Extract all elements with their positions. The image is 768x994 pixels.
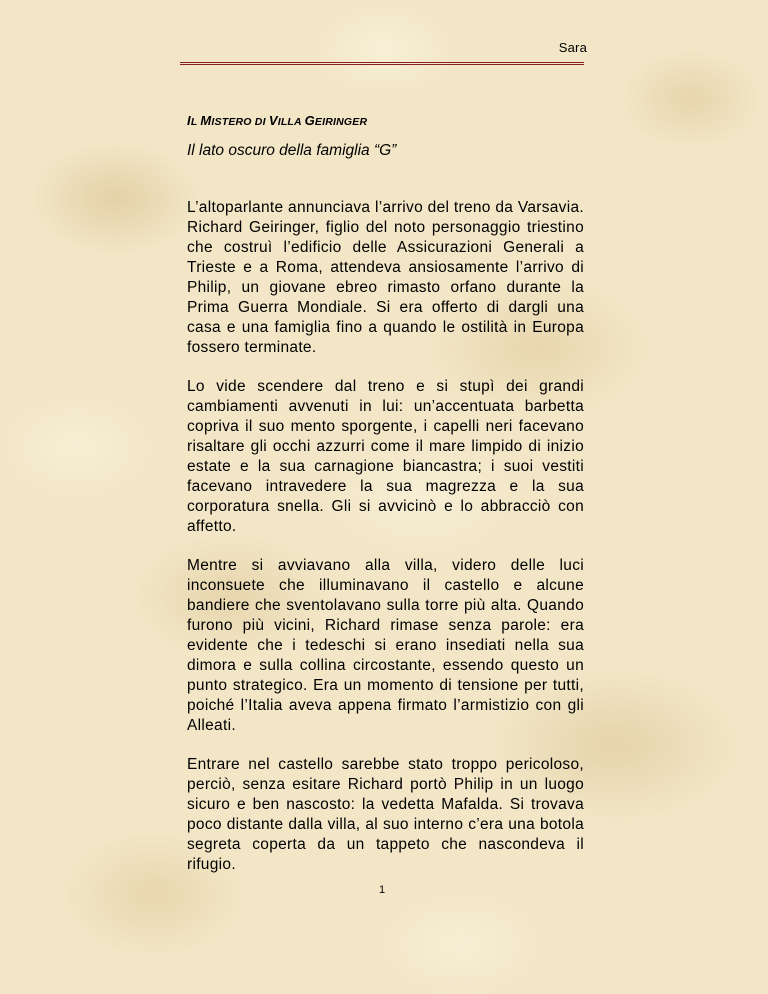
title-part: V: [268, 113, 278, 128]
paragraph: Mentre si avviavano alla villa, videro delle luci inconsuete che illuminavano il castello e alcune bandiere che sventolavano sulla torre più alta. Quando furono più vicini, Richard rimase senza parole: era evidente che i tedeschi si erano insediati nella sua dimora e sulla collina circostante, essendo questo un punto strategico. Era un momento di tensione per tutti, poiché l’Italia aveva appena firmato l’armistizio con gli Alleati.: [187, 557, 584, 734]
title-part: ISTERO DI: [211, 116, 269, 128]
title-part: EIRINGER: [314, 116, 368, 128]
header-author: Sara: [558, 40, 587, 55]
title-part: L: [190, 116, 201, 128]
title-part: G: [304, 113, 315, 128]
title-part: I: [187, 113, 191, 128]
paragraph: L’altoparlante annunciava l’arrivo del treno da Varsavia. Richard Geiringer, figlio del noto personaggio triestino che costruì l’edificio delle Assicurazioni Generali a Trieste e a Roma, attendeva ansiosamente l’arrivo di Philip, un giovane ebreo rimasto orfano durante la Prima Guerra Mondiale. Si era offerto di dargli una casa e una famiglia fino a quando le ostilità in Europa fossero terminate.: [187, 199, 584, 356]
document-title: [187, 113, 584, 128]
paragraph: Entrare nel castello sarebbe stato troppo pericoloso, perciò, senza esitare Richard portò Philip in un luogo sicuro e ben nascosto: la vedetta Mafalda. Si trovava poco distante dalla villa, al suo interno c’era una botola segreta coperta da un tappeto che nascondeva il rifugio.: [187, 756, 584, 873]
paragraph: Lo vide scendere dal treno e si stupì dei grandi cambiamenti avvenuti in lui: un’accentuata barbetta copriva il suo mento sporgente, i capelli neri facevano risaltare gli occhi azzurri come il mare limpido di inizio estate e la sua carnagione biancastra; i suoi vestiti facevano intravedere la sua magrezza e la sua corporatura snella. Gli si avvicinò e lo abbracciò con affetto.: [187, 378, 584, 535]
document-subtitle: Il lato oscuro della famiglia “G”: [187, 142, 397, 159]
header-divider: [180, 62, 584, 65]
title-part: M: [200, 113, 212, 128]
title-part: ILLA: [277, 116, 305, 128]
document-body: [187, 113, 584, 894]
page-number: 1: [379, 884, 386, 896]
